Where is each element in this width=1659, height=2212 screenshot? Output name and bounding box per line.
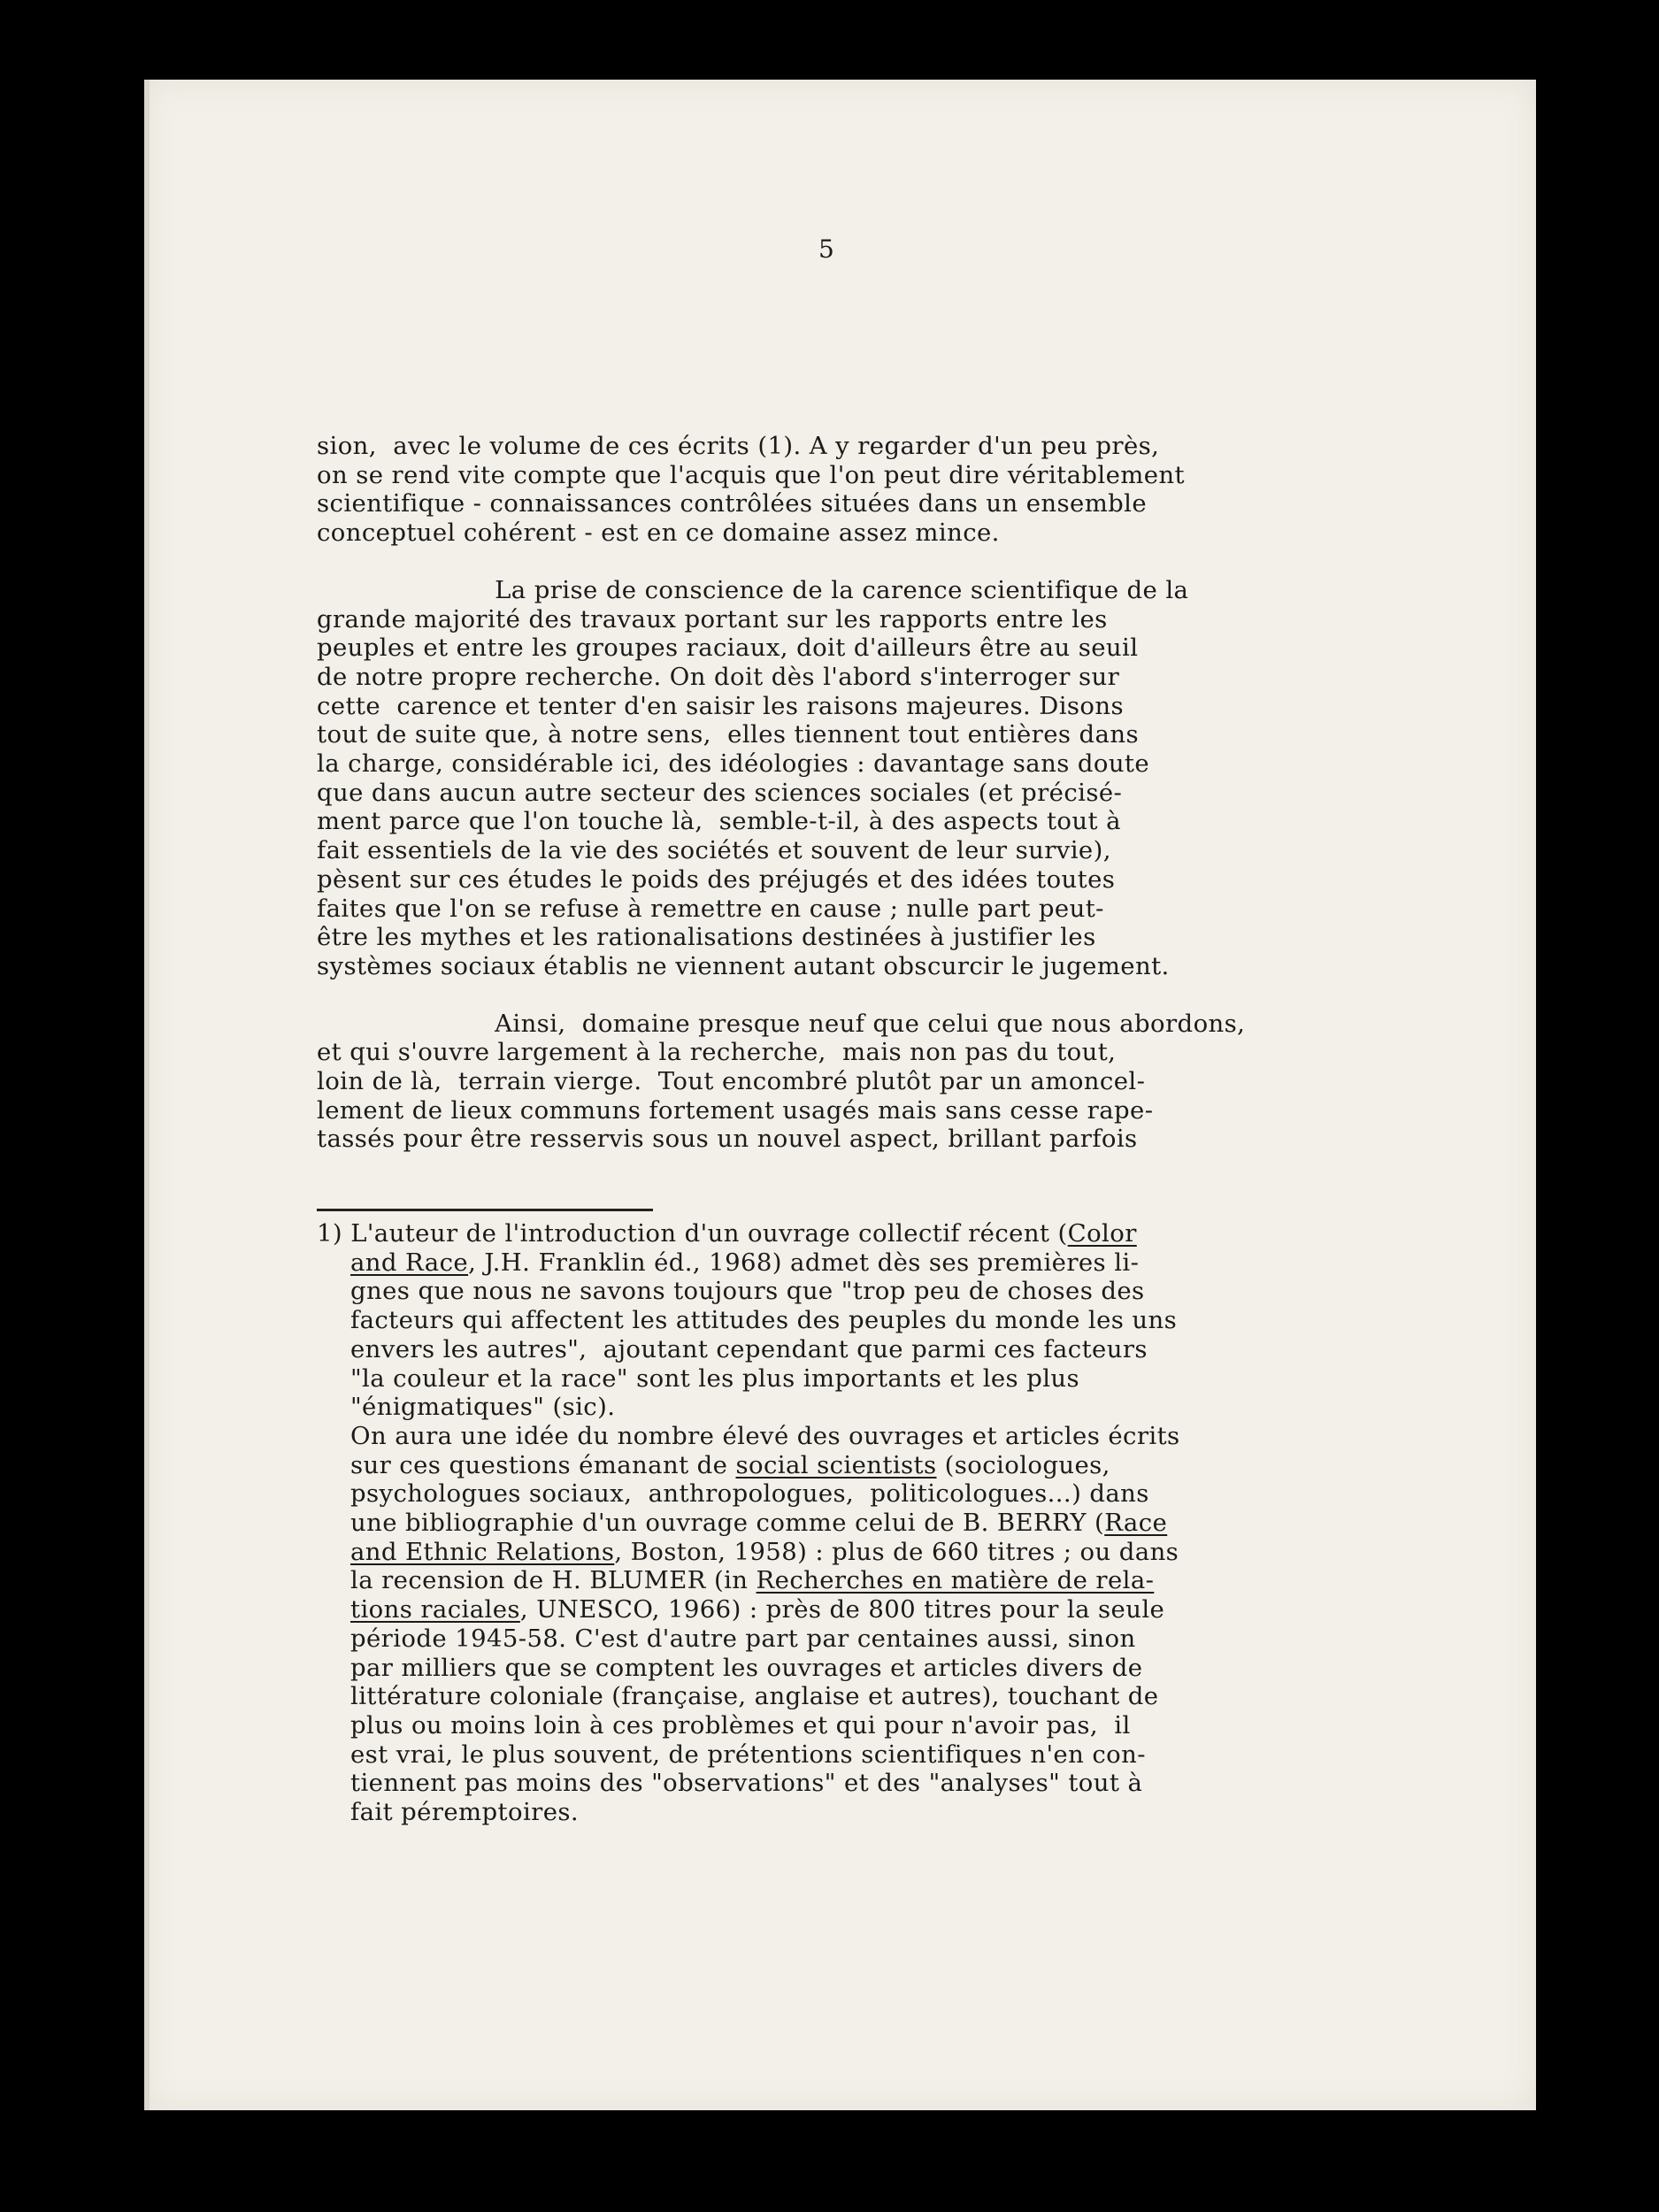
body-line: être les mythes et les rationalisations destinées à justifier les <box>317 923 1096 952</box>
footnote-separator <box>317 1209 653 1211</box>
footnote-line: gnes que nous ne savons toujours que "trop peu de choses des <box>350 1277 1145 1306</box>
footnote-line <box>317 1451 1343 1480</box>
body-line: ment parce que l'on touche là, semble-t-il, à des aspects tout à <box>317 807 1121 836</box>
body-line: La prise de conscience de la carence scientifique de la <box>317 575 1189 604</box>
body-line: et qui s'ouvre largement à la recherche, mais non pas du tout, <box>317 1038 1117 1067</box>
footnote-line: par milliers que se comptent les ouvrages et articles divers de <box>350 1653 1143 1682</box>
underlined-term: social scientists <box>735 1450 937 1479</box>
body-line: systèmes sociaux établis ne viennent autant obscurcir le jugement. <box>317 951 1170 980</box>
footnote-line: plus ou moins loin à ces problèmes et qui pour n'avoir pas, il <box>350 1710 1131 1740</box>
footnote-line <box>317 1595 1343 1624</box>
footnote-marker: 1) <box>317 1219 343 1248</box>
footnote-line <box>317 1509 1343 1538</box>
body-line: que dans aucun autre secteur des sciences sociales (et précisé- <box>317 778 1123 807</box>
body-line: cette carence et tenter d'en saisir les raisons majeures. Disons <box>317 691 1125 720</box>
body-line: loin de là, terrain vierge. Tout encombré plutôt par un amoncel- <box>317 1067 1146 1096</box>
body-line: grande majorité des travaux portant sur les rapports entre les <box>317 604 1108 634</box>
footnote-text: L'auteur de l'introduction d'un ouvrage collectif récent ( <box>350 1219 1068 1248</box>
footnote-line: envers les autres", ajoutant cependant que parmi ces facteurs <box>350 1334 1148 1363</box>
body-line: fait essentiels de la vie des sociétés et souvent de leur survie), <box>317 836 1111 865</box>
body-line: faites que l'on se refuse à remettre en cause ; nulle part peut- <box>317 894 1104 923</box>
page-number: 5 <box>818 234 834 264</box>
footnote <box>317 1219 1343 1827</box>
footnote-line <box>317 1566 1343 1595</box>
underlined-title: Color <box>1067 1219 1137 1248</box>
footnote-line <box>317 1248 1343 1278</box>
footnote-line <box>317 1219 1343 1248</box>
body-line: la charge, considérable ici, des idéologies : davantage sans doute <box>317 749 1150 779</box>
footnote-text: la recension de H. BLUMER (in <box>350 1566 757 1595</box>
footnote-text: , UNESCO, 1966) : près de 800 titres pour la seule <box>519 1595 1165 1624</box>
footnote-text: , Boston, 1958) : plus de 660 titres ; ou dans <box>614 1537 1179 1566</box>
footnote-line: littérature coloniale (française, anglaise et autres), touchant de <box>350 1682 1159 1711</box>
footnote-line: "énigmatiques" (sic). <box>350 1393 616 1422</box>
body-line: Ainsi, domaine presque neuf que celui que nous abordons, <box>317 1009 1246 1038</box>
footnote-line: tiennent pas moins des "observations" et des "analyses" tout à <box>350 1769 1143 1798</box>
footnote-line: "la couleur et la race" sont les plus importants et les plus <box>350 1363 1080 1393</box>
footnote-line: période 1945-58. C'est d'autre part par centaines aussi, sinon <box>350 1624 1136 1653</box>
underlined-title: Race <box>1104 1509 1168 1538</box>
footnote-text: une bibliographie d'un ouvrage comme celui de B. BERRY ( <box>350 1509 1105 1538</box>
body-line: scientifique - connaissances contrôlées situées dans un ensemble <box>317 489 1148 518</box>
body-line: sion, avec le volume de ces écrits (1). A y regarder d'un peu près, <box>317 432 1160 460</box>
footnote-line: On aura une idée du nombre élevé des ouvrages et articles écrits <box>350 1421 1180 1450</box>
body-line: peuples et entre les groupes raciaux, doit d'ailleurs être au seuil <box>317 634 1139 663</box>
footnote-line: est vrai, le plus souvent, de prétentions scientifiques n'en con- <box>350 1740 1146 1769</box>
body-line: conceptuel cohérent - est en ce domaine assez mince. <box>317 518 1000 548</box>
underlined-title: Recherches en matière de rela- <box>756 1566 1155 1595</box>
main-text <box>317 432 1343 1154</box>
body-line: on se rend vite compte que l'acquis que l'on peut dire véritablement <box>317 460 1185 489</box>
footnote-text: sur ces questions émanant de <box>350 1450 736 1479</box>
footnote-text: (sociologues, <box>936 1450 1110 1479</box>
underlined-title: tions raciales <box>350 1595 520 1624</box>
body-line: de notre propre recherche. On doit dès l'abord s'interroger sur <box>317 662 1120 691</box>
body-line: tout de suite que, à notre sens, elles tiennent tout entières dans <box>317 720 1139 749</box>
footnote-line: fait péremptoires. <box>350 1798 580 1827</box>
underlined-title: and Ethnic Relations <box>350 1537 615 1566</box>
footnote-line <box>317 1538 1343 1567</box>
footnote-text: , J.H. Franklin éd., 1968) admet dès ses premières li- <box>468 1248 1140 1277</box>
body-line: pèsent sur ces études le poids des préjugés et des idées toutes <box>317 864 1116 894</box>
footnote-line: facteurs qui affectent les attitudes des peuples du monde les uns <box>350 1306 1178 1335</box>
footnote-line: psychologues sociaux, anthropologues, politicologues...) dans <box>350 1479 1149 1509</box>
body-line: lement de lieux communs fortement usagés mais sans cesse rape- <box>317 1095 1154 1125</box>
underlined-title: and Race <box>350 1248 469 1277</box>
page-edge <box>144 80 150 2110</box>
body-line: tassés pour être resservis sous un nouvel aspect, brillant parfois <box>317 1125 1138 1154</box>
